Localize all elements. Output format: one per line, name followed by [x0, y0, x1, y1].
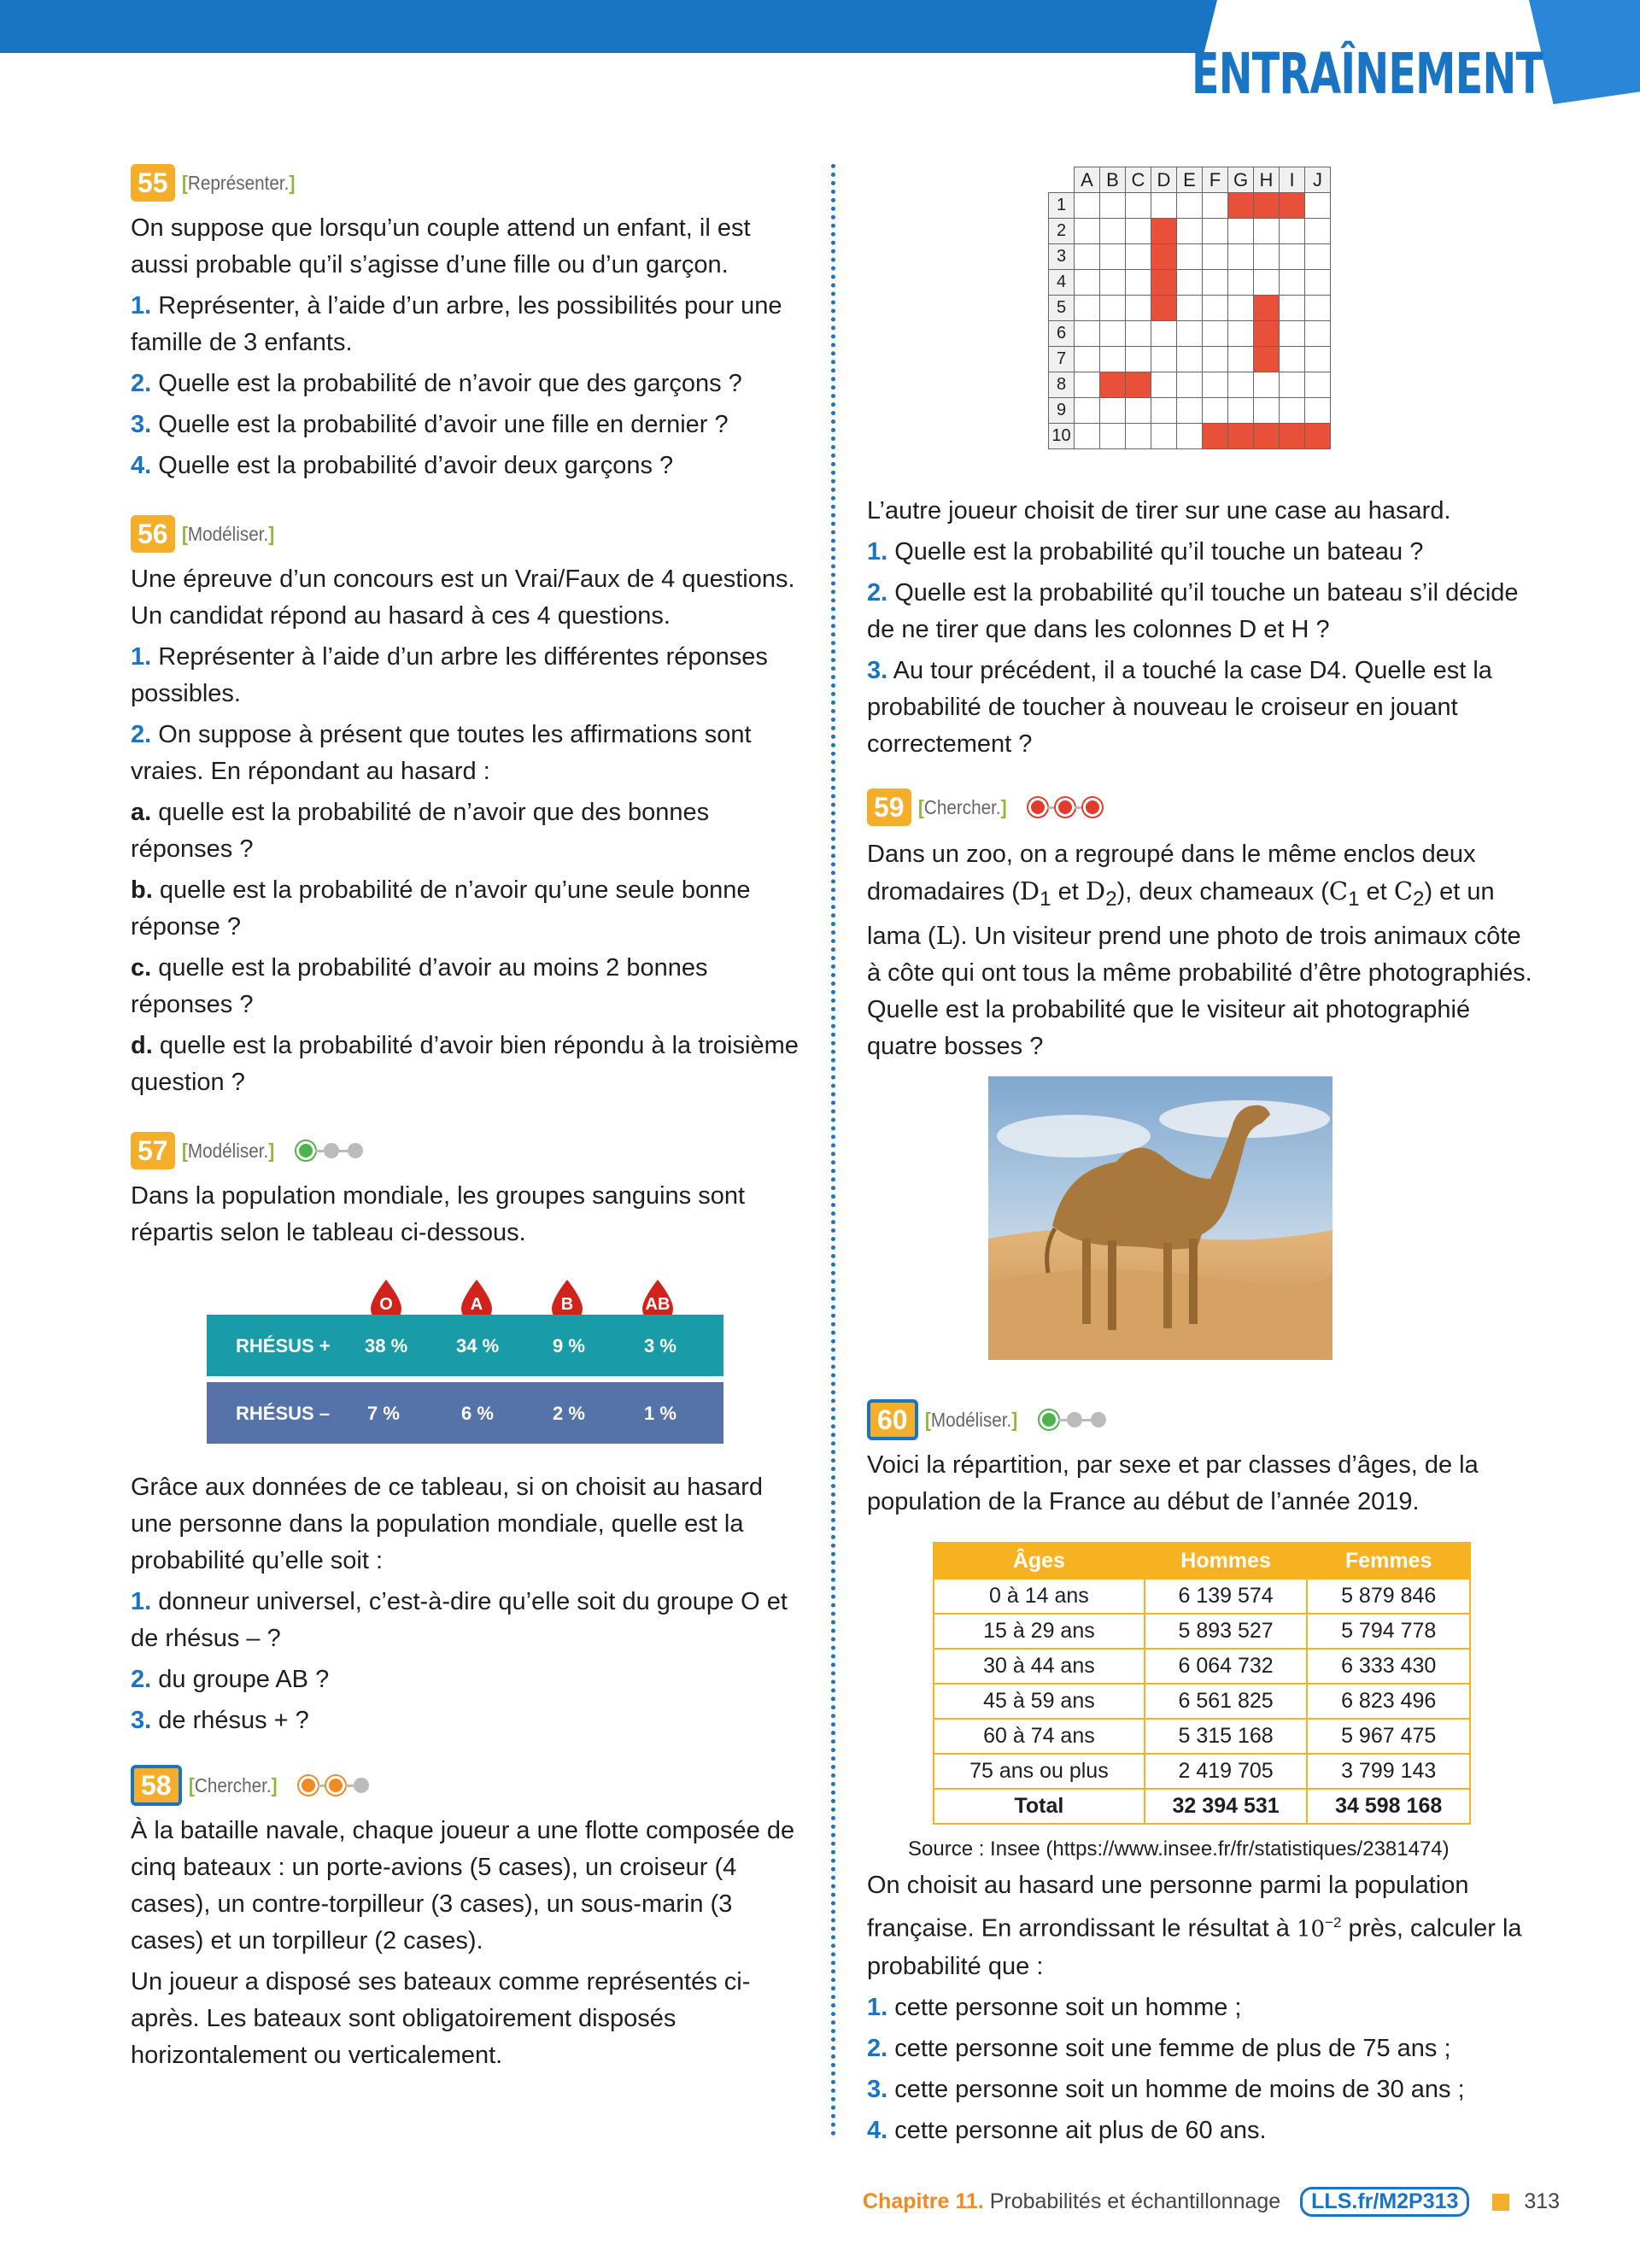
exercise-58-text-1: À la bataille navale, chaque joueur a une flotte composée de cinq bateaux : un porte-avions (5 cases), un croiseur (4 cases), un contre-torpilleur (3 cases), un sous-marin (3 cases) et un torpilleur (2 cases). — [131, 1817, 795, 1954]
grid-cell-ship — [1254, 321, 1280, 347]
grid-row-label: 6 — [1049, 321, 1075, 347]
grid-row-label: 7 — [1049, 347, 1075, 372]
grid-row — [1049, 347, 1331, 372]
grid-cell-ship — [1151, 219, 1177, 244]
exercise-number: 60 — [867, 1399, 918, 1440]
exercise-55-q3: 3. Quelle est la probabilité d’avoir une fille en dernier ? — [131, 411, 729, 438]
grid-cell — [1203, 244, 1228, 270]
exercise-60-q3: 3. cette personne soit un homme de moins de 30 ans ; — [867, 2075, 1465, 2103]
grid-header-row — [1049, 167, 1331, 193]
grid-cell — [1151, 347, 1177, 372]
grid-cell — [1228, 244, 1254, 270]
blood-drop-icon: A — [460, 1280, 494, 1324]
camel-photo — [988, 1076, 1332, 1360]
grid-col-label: G — [1228, 167, 1254, 193]
exercise-55-intro: On suppose que lorsqu’un couple attend un enfant, il est aussi probable qu’il s’agisse d’une fille ou d’un garçon. — [131, 214, 751, 278]
chapter-label: Chapitre 11. — [863, 2189, 984, 2213]
exercise-category: [Chercher.] — [188, 1773, 278, 1796]
exercise-number: 58 — [131, 1765, 182, 1806]
grid-cell — [1100, 244, 1126, 270]
grid-cell — [1228, 321, 1254, 347]
grid-col-label: A — [1075, 167, 1100, 193]
grid-cell — [1254, 270, 1280, 296]
grid-cell — [1254, 372, 1280, 398]
grid-cell-ship — [1254, 424, 1280, 449]
grid-cell — [1305, 398, 1331, 424]
grid-cell — [1203, 398, 1228, 424]
exercise-60-header — [867, 1399, 1538, 1442]
exercise-60-intro: Voici la répartition, par sexe et par classes d’âges, de la population de la France au début de l’année 2019. — [867, 1451, 1479, 1515]
grid-cell — [1177, 193, 1203, 219]
grid-cell-ship — [1228, 424, 1254, 449]
grid-cell — [1126, 296, 1151, 321]
grid-col-label: H — [1254, 167, 1280, 193]
grid-cell — [1100, 398, 1126, 424]
grid-cell — [1075, 219, 1100, 244]
grid-cell — [1126, 424, 1151, 449]
grid-cell — [1100, 424, 1126, 449]
exercise-56-qd: d. quelle est la probabilité d’avoir bien répondu à la troisième question ? — [131, 1032, 799, 1096]
table-total-row: Total 32 394 531 34 598 168 — [934, 1789, 1470, 1824]
grid-cell-ship — [1126, 372, 1151, 398]
grid-cell — [1100, 219, 1126, 244]
exercise-number: 59 — [867, 788, 911, 826]
chapter-title: Probabilités et échantillonnage — [989, 2189, 1281, 2213]
grid-cell — [1280, 321, 1305, 347]
grid-row-label: 2 — [1049, 219, 1075, 244]
grid-row — [1049, 398, 1331, 424]
grid-corner — [1049, 167, 1075, 193]
grid-cell — [1203, 193, 1228, 219]
grid-cell — [1075, 347, 1100, 372]
grid-cell-ship — [1151, 270, 1177, 296]
grid-cell — [1305, 270, 1331, 296]
grid-cell — [1100, 347, 1126, 372]
exercise-55-q2: 2. Quelle est la probabilité de n’avoir que des garçons ? — [131, 370, 742, 397]
section-title: ENTRAÎNEMENT — [1192, 41, 1543, 107]
grid-row-label: 3 — [1049, 244, 1075, 270]
rhesus-plus-row: RHÉSUS + 38 % 34 % 9 % 3 % — [207, 1315, 723, 1376]
grid-cell — [1280, 372, 1305, 398]
grid-row — [1049, 193, 1331, 219]
grid-cell — [1126, 270, 1151, 296]
exercise-58-q3: 3. Au tour précédent, il a touché la case D4. Quelle est la probabilité de toucher à nouveau le croiseur en jouant correctement ? — [867, 657, 1492, 758]
grid-cell — [1075, 244, 1100, 270]
right-column — [867, 493, 1538, 1065]
battleship-grid — [1048, 167, 1331, 449]
grid-cell — [1305, 347, 1331, 372]
grid-cell — [1151, 372, 1177, 398]
exercise-category: [Représenter.] — [181, 171, 295, 194]
exercise-60-q4: 4. cette personne ait plus de 60 ans. — [867, 2116, 1267, 2144]
grid-cell — [1151, 193, 1177, 219]
exercise-60 — [867, 1399, 1538, 1521]
exercise-60-q2: 2. cette personne soit une femme de plus de 75 ans ; — [867, 2034, 1451, 2062]
exercise-58-q2: 2. Quelle est la probabilité qu’il touche un bateau s’il décide de ne tirer que dans les colonnes D et H ? — [867, 579, 1519, 643]
grid-cell-ship — [1228, 193, 1254, 219]
column-divider — [831, 164, 835, 2137]
grid-cell — [1203, 219, 1228, 244]
exercise-57-header — [131, 1132, 801, 1175]
grid-cell — [1305, 296, 1331, 321]
grid-cell — [1203, 372, 1228, 398]
exercise-60-q1: 1. cette personne soit un homme ; — [867, 1993, 1242, 2021]
grid-cell — [1203, 296, 1228, 321]
exercise-57-q1: 1. donneur universel, c’est-à-dire qu’elle soit du groupe O et de rhésus – ? — [131, 1588, 788, 1652]
exercise-category: [Modéliser.] — [181, 1139, 274, 1162]
grid-cell — [1151, 398, 1177, 424]
grid-col-label: C — [1126, 167, 1151, 193]
grid-col-label: D — [1151, 167, 1177, 193]
grid-cell-ship — [1254, 347, 1280, 372]
grid-cell — [1305, 219, 1331, 244]
header-bar — [0, 0, 1174, 53]
population-table — [933, 1542, 1471, 1825]
grid-cell — [1203, 347, 1228, 372]
exercise-category: [Modéliser.] — [181, 522, 274, 545]
table-source: Source : Insee (https://www.insee.fr/fr/statistiques/2381474) — [908, 1837, 1450, 1861]
grid-cell-ship — [1280, 193, 1305, 219]
exercise-56-qc: c. quelle est la probabilité d’avoir au moins 2 bonnes réponses ? — [131, 954, 708, 1018]
grid-row — [1049, 296, 1331, 321]
grid-cell — [1075, 270, 1100, 296]
grid-cell — [1177, 347, 1203, 372]
grid-cell-ship — [1100, 372, 1126, 398]
grid-cell — [1100, 296, 1126, 321]
grid-cell — [1126, 244, 1151, 270]
grid-cell-ship — [1151, 244, 1177, 270]
square-icon — [1492, 2194, 1509, 2211]
grid-cell — [1228, 219, 1254, 244]
exercise-58-q1: 1. Quelle est la probabilité qu’il touche un bateau ? — [867, 538, 1424, 566]
exercise-56-header — [131, 515, 801, 558]
grid-row-label: 9 — [1049, 398, 1075, 424]
exercise-57-q2: 2. du groupe AB ? — [131, 1666, 330, 1693]
grid-cell — [1126, 347, 1151, 372]
grid-col-label: I — [1280, 167, 1305, 193]
exercise-57-text: Grâce aux données de ce tableau, si on choisit au hasard une personne dans la population mondiale, quelle est la probabilité qu’elle soit : — [131, 1474, 763, 1574]
grid-row — [1049, 219, 1331, 244]
exercise-57-intro: Dans la population mondiale, les groupes sanguins sont répartis selon le tableau ci-dessous. — [131, 1182, 746, 1246]
grid-cell — [1177, 424, 1203, 449]
grid-cell-ship — [1280, 424, 1305, 449]
blood-drop-icon: B — [550, 1280, 584, 1324]
grid-row — [1049, 372, 1331, 398]
grid-cell — [1126, 398, 1151, 424]
table-header: Âges — [934, 1543, 1145, 1579]
exercise-58-header — [131, 1765, 801, 1808]
page-footer — [863, 2187, 1560, 2217]
grid-row-label: 8 — [1049, 372, 1075, 398]
grid-row — [1049, 424, 1331, 449]
grid-cell-ship — [1305, 424, 1331, 449]
grid-cell — [1305, 372, 1331, 398]
grid-cell-ship — [1254, 193, 1280, 219]
exercise-58-text-3: L’autre joueur choisit de tirer sur une case au hasard. — [867, 497, 1451, 525]
grid-row-label: 4 — [1049, 270, 1075, 296]
grid-cell — [1177, 219, 1203, 244]
grid-cell — [1075, 398, 1100, 424]
grid-cell — [1203, 321, 1228, 347]
grid-cell — [1254, 219, 1280, 244]
exercise-56-qa: a. quelle est la probabilité de n’avoir que des bonnes réponses ? — [131, 799, 710, 863]
exercise-59-text: Dans un zoo, on a regroupé dans le même enclos deux dromadaires ($D_1$ et $D_2$), deux chameaux ($C_1$ et $C_2$) et un lama (L). Un visiteur prend une photo de trois animaux côte à côte qui ont tous la même probabilité d’être photographiés. Quelle est la probabilité que le visiteur ait photographié quatre bosses ? — [867, 841, 1532, 1060]
grid-col-label: B — [1100, 167, 1126, 193]
exercise-56-q2: 2. On suppose à présent que toutes les affirmations sont vraies. En répondant au hasard : — [131, 721, 752, 785]
exercise-60-text: On choisit au hasard une personne parmi la population française. En arrondissant le résultat à $10^{-2}$ près, calculer la probabilité que : — [867, 1872, 1522, 1980]
grid-cell — [1254, 398, 1280, 424]
grid-cell — [1151, 424, 1177, 449]
exercise-55-header — [131, 164, 801, 207]
grid-cell — [1100, 193, 1126, 219]
exercise-56-intro: Une épreuve d’un concours est un Vrai/Faux de 4 questions. Un candidat répond au hasard à ces 4 questions. — [131, 566, 795, 630]
difficulty-indicator — [299, 1776, 369, 1795]
grid-cell — [1177, 296, 1203, 321]
grid-row — [1049, 244, 1331, 270]
difficulty-indicator — [1028, 798, 1102, 817]
grid-cell — [1075, 296, 1100, 321]
grid-cell — [1228, 270, 1254, 296]
exercise-55-q4: 4. Quelle est la probabilité d’avoir deux garçons ? — [131, 452, 674, 479]
grid-cell — [1280, 270, 1305, 296]
grid-cell — [1177, 321, 1203, 347]
grid-cell-ship — [1254, 296, 1280, 321]
exercise-55-q1: 1. Représenter, à l’aide d’un arbre, les possibilités pour une famille de 3 enfants. — [131, 292, 782, 356]
grid-cell — [1177, 270, 1203, 296]
grid-cell — [1177, 372, 1203, 398]
exercise-60-lower — [867, 1835, 1538, 2149]
exercise-56-q1: 1. Représenter à l’aide d’un arbre les différentes réponses possibles. — [131, 643, 768, 707]
blood-group-table — [207, 1280, 723, 1455]
table-header: Femmes — [1307, 1543, 1470, 1579]
grid-cell — [1305, 244, 1331, 270]
exercise-category: [Modéliser.] — [924, 1408, 1017, 1431]
blood-drop-icon: O — [369, 1280, 403, 1324]
grid-row — [1049, 270, 1331, 296]
grid-cell-ship — [1151, 296, 1177, 321]
table-row: 0 à 14 ans 6 139 574 5 879 846 — [934, 1579, 1470, 1614]
grid-col-label: J — [1305, 167, 1331, 193]
grid-cell — [1075, 372, 1100, 398]
exercise-number: 57 — [131, 1132, 175, 1169]
grid-cell — [1075, 424, 1100, 449]
difficulty-indicator — [1040, 1410, 1106, 1429]
left-column-lower — [131, 1469, 801, 2074]
table-row: 30 à 44 ans 6 064 732 6 333 430 — [934, 1649, 1470, 1684]
grid-col-label: F — [1203, 167, 1228, 193]
grid-cell — [1228, 296, 1254, 321]
grid-cell — [1126, 219, 1151, 244]
rhesus-minus-row: RHÉSUS – 7 % 6 % 2 % 1 % — [207, 1382, 723, 1444]
table-header: Hommes — [1145, 1543, 1308, 1579]
table-row: 45 à 59 ans 6 561 825 6 823 496 — [934, 1684, 1470, 1719]
exercise-59-header — [867, 788, 1538, 831]
grid-cell — [1280, 296, 1305, 321]
grid-cell — [1280, 244, 1305, 270]
grid-cell — [1203, 270, 1228, 296]
grid-cell-ship — [1203, 424, 1228, 449]
grid-cell — [1151, 321, 1177, 347]
exercise-number: 55 — [131, 164, 175, 202]
grid-cell — [1075, 193, 1100, 219]
grid-cell — [1100, 270, 1126, 296]
grid-cell — [1280, 219, 1305, 244]
table-row: 15 à 29 ans 5 893 527 5 794 778 — [934, 1614, 1470, 1649]
grid-cell — [1075, 321, 1100, 347]
grid-cell — [1305, 193, 1331, 219]
grid-row-label: 5 — [1049, 296, 1075, 321]
corner-decoration — [1529, 0, 1640, 104]
blood-drop-icon: AB — [641, 1280, 675, 1324]
page-number: 313 — [1524, 2189, 1561, 2213]
grid-cell — [1126, 321, 1151, 347]
grid-row-label: 10 — [1049, 424, 1075, 449]
exercise-number: 56 — [131, 515, 175, 553]
grid-cell — [1228, 347, 1254, 372]
grid-cell — [1100, 321, 1126, 347]
grid-cell — [1280, 347, 1305, 372]
exercise-category: [Chercher.] — [917, 795, 1007, 818]
grid-cell — [1177, 244, 1203, 270]
grid-row-label: 1 — [1049, 193, 1075, 219]
grid-cell — [1254, 244, 1280, 270]
grid-cell — [1228, 372, 1254, 398]
difficulty-indicator — [296, 1141, 363, 1160]
table-row: 60 à 74 ans 5 315 168 5 967 475 — [934, 1719, 1470, 1754]
grid-cell — [1177, 398, 1203, 424]
grid-col-label: E — [1177, 167, 1203, 193]
exercise-58-text-2: Un joueur a disposé ses bateaux comme représentés ci-après. Les bateaux sont obligatoirement disposés horizontalement ou verticalement. — [131, 1968, 751, 2069]
exercise-56-qb: b. quelle est la probabilité de n’avoir qu’une seule bonne réponse ? — [131, 876, 751, 941]
grid-row — [1049, 321, 1331, 347]
grid-cell — [1280, 398, 1305, 424]
grid-cell — [1126, 193, 1151, 219]
lls-link[interactable]: LLS.fr/M2P313 — [1300, 2187, 1469, 2217]
grid-cell — [1228, 398, 1254, 424]
table-row: 75 ans ou plus 2 419 705 3 799 143 — [934, 1754, 1470, 1789]
grid-cell — [1305, 321, 1331, 347]
left-column — [131, 164, 801, 1251]
exercise-57-q3: 3. de rhésus + ? — [131, 1707, 309, 1734]
